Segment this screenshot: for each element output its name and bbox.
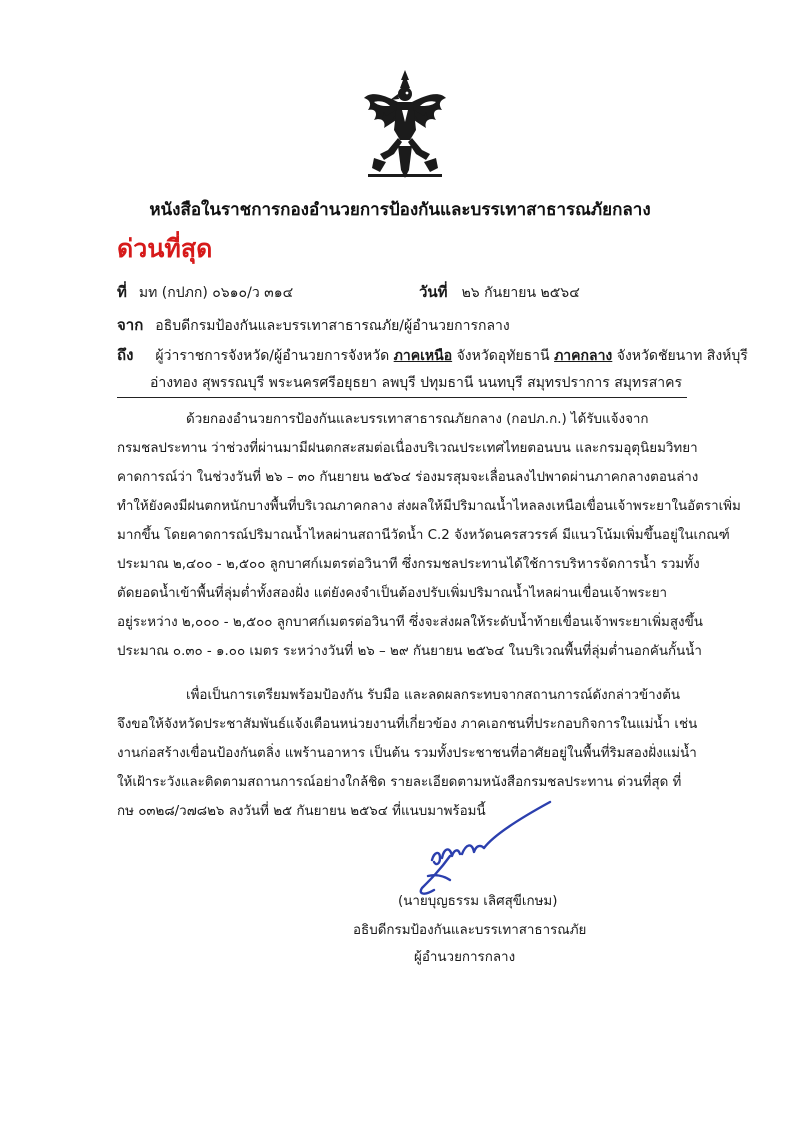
from-label: จาก — [117, 316, 144, 334]
signer-role: ผู้อำนวยการกลาง — [414, 950, 516, 965]
to-label: ถึง — [117, 346, 134, 364]
paragraph1-line: ประมาณ ๒,๔๐๐ - ๒,๕๐๐ ลูกบาศก์เมตรต่อวินาที ซึ่งกรมชลประทานได้ใช้การบริหารจัดการน้ำ รวมทั้ง — [117, 557, 700, 572]
paragraph2-line: เพื่อเป็นการเตรียมพร้อมป้องกัน รับมือ และลดผลกระทบจากสถานการณ์ดังกล่าวข้างต้น — [186, 688, 681, 703]
to-row — [117, 343, 748, 367]
reference-label: ที่ — [117, 283, 127, 301]
document-heading: หนังสือในราชการกองอำนวยการป้องกันและบรรเทาสาธารณภัยกลาง — [149, 200, 651, 220]
paragraph1-line: กรมชลประทาน ว่าช่วงที่ผ่านมามีฝนตกสะสมต่อเนื่องบริเวณประเทศไทยตอนบน และกรมอุตุนิยมวิทยา — [117, 441, 698, 456]
paragraph2-line: จึงขอให้จังหวัดประชาสัมพันธ์แจ้งเตือนหน่วยงานที่เกี่ยวข้อง ภาคเอกชนที่ประกอบกิจการในแม่น้ำ เช่น — [117, 717, 698, 732]
to-region-north: ภาคเหนือ — [393, 348, 453, 364]
urgency-label: ด่วนที่สุด — [117, 234, 213, 263]
header-divider — [117, 397, 687, 398]
reference-number: มท (กปภก) ๐๖๑๐/ว ๓๑๔ — [138, 285, 294, 301]
paragraph1-line: อยู่ระหว่าง ๒,๐๐๐ - ๒,๕๐๐ ลูกบาศก์เมตรต่อวินาที ซึ่งจะส่งผลให้ระดับน้ำท้ายเขื่อนเจ้าพระยาเพิ่มสูงขึ้น — [117, 615, 703, 630]
paragraph1-line: คาดการณ์ว่า ในช่วงวันที่ ๒๖ – ๓๐ กันยายน ๒๕๖๔ ร่องมรสุมจะเลื่อนลงไปพาดผ่านภาคกลางตอนล่าง — [117, 470, 699, 485]
garuda-emblem-icon — [362, 70, 448, 180]
to-part2: จังหวัดอุทัยธานี — [456, 348, 550, 364]
signer-title: อธิบดีกรมป้องกันและบรรเทาสาธารณภัย — [353, 923, 587, 938]
to-region-central: ภาคกลาง — [554, 348, 613, 364]
date-label: วันที่ — [419, 283, 448, 301]
paragraph2-line: ให้เฝ้าระวังและติดตามสถานการณ์อย่างใกล้ชิด รายละเอียดตามหนังสือกรมชลประทาน ด่วนที่สุด ที่ — [117, 775, 682, 790]
reference-row — [117, 280, 293, 304]
paragraph2-line: งานก่อสร้างเขื่อนป้องกันตลิ่ง แพร้านอาหาร เป็นต้น รวมทั้งประชาชนที่อาศัยอยู่ในพื้นที่ริมสองฝั่งแม่น้ำ — [117, 746, 697, 761]
date-row — [419, 280, 580, 304]
to-part1: ผู้ว่าราชการจังหวัด/ผู้อำนวยการจังหวัด — [155, 348, 390, 364]
paragraph1-line: มากขึ้น โดยคาดการณ์ปริมาณน้ำไหลผ่านสถานีวัดน้ำ C.2 จังหวัดนครสวรรค์ มีแนวโน้มเพิ่มขึ้นอยู่ในเกณฑ์ — [117, 528, 730, 543]
paragraph1-line: ตัดยอดน้ำเข้าพื้นที่ลุ่มต่ำทั้งสองฝั่ง แต่ยังคงจำเป็นต้องปรับเพิ่มปริมาณน้ำไหลผ่านเขื่อนเจ้าพระยา — [117, 586, 668, 601]
signature-icon — [410, 800, 560, 900]
signer-name: (นายบุญธรรม เลิศสุขีเกษม) — [398, 894, 558, 909]
from-row — [117, 313, 510, 337]
paragraph1-line: ประมาณ ๐.๓๐ - ๑.๐๐ เมตร ระหว่างวันที่ ๒๖ – ๒๙ กันยายน ๒๕๖๔ ในบริเวณพื้นที่ลุ่มต่ำนอกคันกั้นน้ำ — [117, 644, 702, 659]
paragraph1-line: ด้วยกองอำนวยการป้องกันและบรรเทาสาธารณภัยกลาง (กอปภ.ก.) ได้รับแจ้งจาก — [186, 412, 649, 427]
to-provinces-line: อ่างทอง สุพรรณบุรี พระนครศรีอยุธยา ลพบุรี ปทุมธานี นนทบุรี สมุทรปราการ สมุทรสาคร — [150, 375, 683, 391]
date-value: ๒๖ กันยายน ๒๕๖๔ — [461, 285, 580, 301]
paragraph2-line: กษ ๐๓๒๘/ว๗๘๒๖ ลงวันที่ ๒๕ กันยายน ๒๕๖๔ ที่แนบมาพร้อมนี้ — [117, 804, 486, 819]
paragraph1-line: ทำให้ยังคงมีฝนตกหนักบางพื้นที่บริเวณภาคกลาง ส่งผลให้มีปริมาณน้ำไหลลงเหนือเขื่อนเจ้าพระยาในอัตราเพิ่ม — [117, 499, 741, 514]
to-part3: จังหวัดชัยนาท สิงห์บุรี — [616, 348, 748, 364]
from-value: อธิบดีกรมป้องกันและบรรเทาสาธารณภัย/ผู้อำนวยการกลาง — [155, 318, 510, 334]
